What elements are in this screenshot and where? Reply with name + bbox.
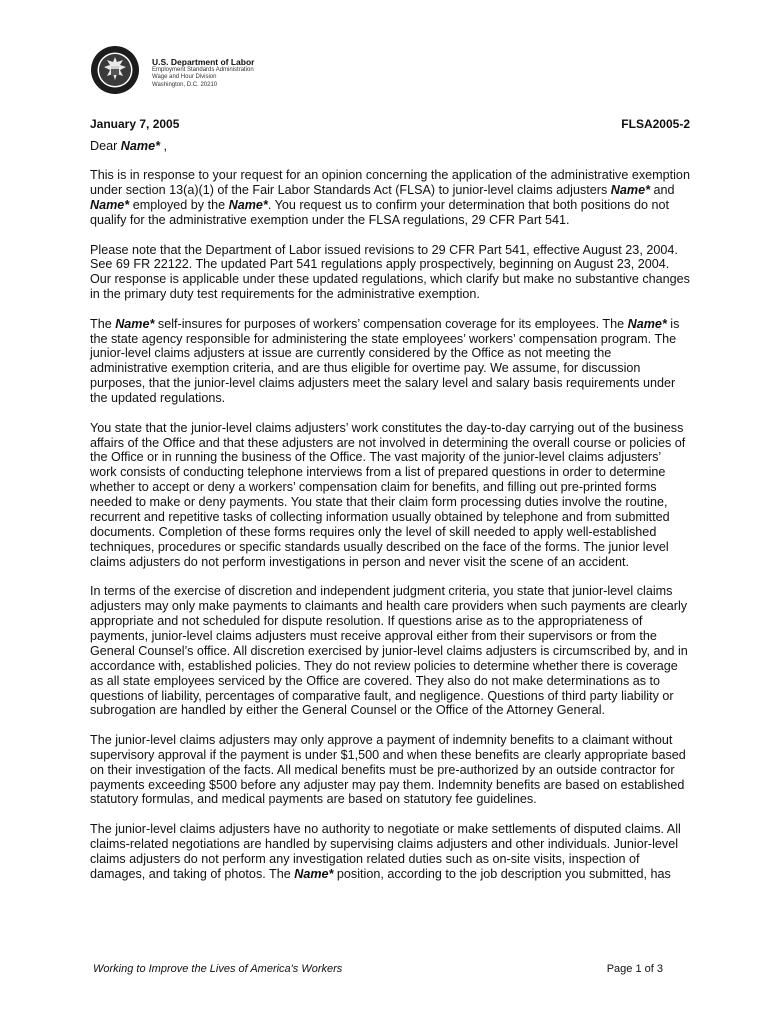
paragraph-7: The junior-level claims adjusters have no authority to negotiate or make settlements of disputed claims. All claims-related negotiations are handled by supervising claims adjusters and other individuals. Junior-level claims adjusters do not perform any investigation related duties such as on-site visits, inspection of damages, and taking of photos. The Name* position, according to the job description you submitted, has — [90, 821, 681, 881]
page-footer — [90, 963, 690, 979]
paragraph-5: In terms of the exercise of discretion and independent judgment criteria, you state that junior-level claims adjusters may only make payments to claimants and health care providers when such payments are clearly appropriate and not scheduled for dispute resolution. If questions arise as to the appropriateness of payments, junior-level claims adjusters must receive approval either from their supervisors or from the General Counsel’s office. All discretion exercised by junior-level claims adjusters is circumscribed by, and in accordance with, established policies. They do not review policies to determine whether there is coverage as all state employees serviced by the Office are covered. They also do not make determinations as to questions of liability, percentages of comparative fault, and negligence. Questions of third party liability or subrogation are handled by either the General Counsel or the Office of the Attorney General. — [90, 584, 688, 718]
redacted-name: Name* — [228, 198, 268, 213]
department-name: U.S. Department of Labor — [152, 57, 255, 67]
letter-date: January 7, 2005 — [90, 117, 180, 131]
redacted-name: Name* — [627, 316, 667, 331]
redacted-name: Name* — [115, 316, 155, 331]
agency-address: Washington, D.C. 20210 — [152, 81, 218, 88]
dol-seal-icon — [90, 45, 140, 95]
paragraph-3: The Name* self-insures for purposes of workers’ compensation coverage for its employees. The Name* is the state agency responsible for administering the state employees’ workers’ compensation program. The junior-level claims adjusters at issue are currently considered by the Office as not meeting the administrative exemption criteria, and are thus eligible for overtime pay. We assume, for discussion purposes, that the junior-level claims adjusters meet the salary level and salary basis requirements under the updated regulations. — [90, 316, 680, 406]
paragraph-2: Please note that the Department of Labor issued revisions to 29 CFR Part 541, effective August 23, 2004. See 69 FR 22122. The updated Part 541 regulations apply prospectively, beginning on August 23, 2004. Our response is applicable under these updated regulations, which clarify but make no substantive changes in the primary duty test requirements for the administrative exemption. — [90, 242, 690, 302]
salutation: Dear Name* , — [90, 139, 167, 153]
redacted-name: Name* — [120, 139, 160, 153]
division-name: Wage and Hour Division — [152, 74, 217, 81]
page-number: Page 1 of 3 — [606, 963, 663, 975]
letterhead — [90, 45, 690, 105]
paragraph-4: You state that the junior-level claims adjusters’ work constitutes the day-to-day carrying out of the business affairs of the Office and that these adjusters are not involved in determining the overall course or policies of the Office or in running the business of the Office. The vast majority of the junior-level claims adjusters’ work consists of conducting telephone interviews from a list of prepared questions in order to determine whether to accept or deny a workers’ compensation claim for benefits, and filling out pre-printed forms needed to make or deny payments. You state that their claim form processing duties involve the routine, recurrent and repetitive tasks of collecting information usually obtained by telephone and from submitted documents. Completion of these forms requires only the level of skill needed to apply well-established techniques, procedures or specific standards usually described on the face of the forms. The junior level claims adjusters do not perform investigations in person and never visit the scene of an accident. — [90, 420, 686, 569]
letter-body — [90, 139, 690, 896]
footer-motto: Working to Improve the Lives of America's Workers — [93, 963, 343, 975]
paragraph-6: The junior-level claims adjusters may only approve a payment of indemnity benefits to a claimant without supervisory approval if the payment is under $1,500 and when these benefits are clearly appropriate based on their investigation of the facts. All medical benefits must be pre-authorized by an outside contractor for payments exceeding $500 before any adjuster may pay them. Indemnity benefits are based on established statutory formulas, and medical payments are based on statutory fee guidelines. — [90, 732, 686, 807]
date-line — [90, 117, 690, 133]
administration-name: Employment Standards Administration — [152, 67, 254, 73]
redacted-name: Name* — [294, 866, 334, 881]
redacted-name: Name* — [610, 183, 650, 198]
paragraph-1: This is in response to your request for an opinion concerning the application of the administrative exemption under section 13(a)(1) of the Fair Labor Standards Act (FLSA) to junior-level claims adjusters Name* and Name* employed by the Name*. You request us to confirm your determination that both positions do not qualify for the administrative exemption under the FLSA regulations, 29 CFR Part 541. — [90, 168, 690, 228]
redacted-name: Name* — [90, 198, 130, 213]
document-number: FLSA2005-2 — [621, 117, 690, 131]
